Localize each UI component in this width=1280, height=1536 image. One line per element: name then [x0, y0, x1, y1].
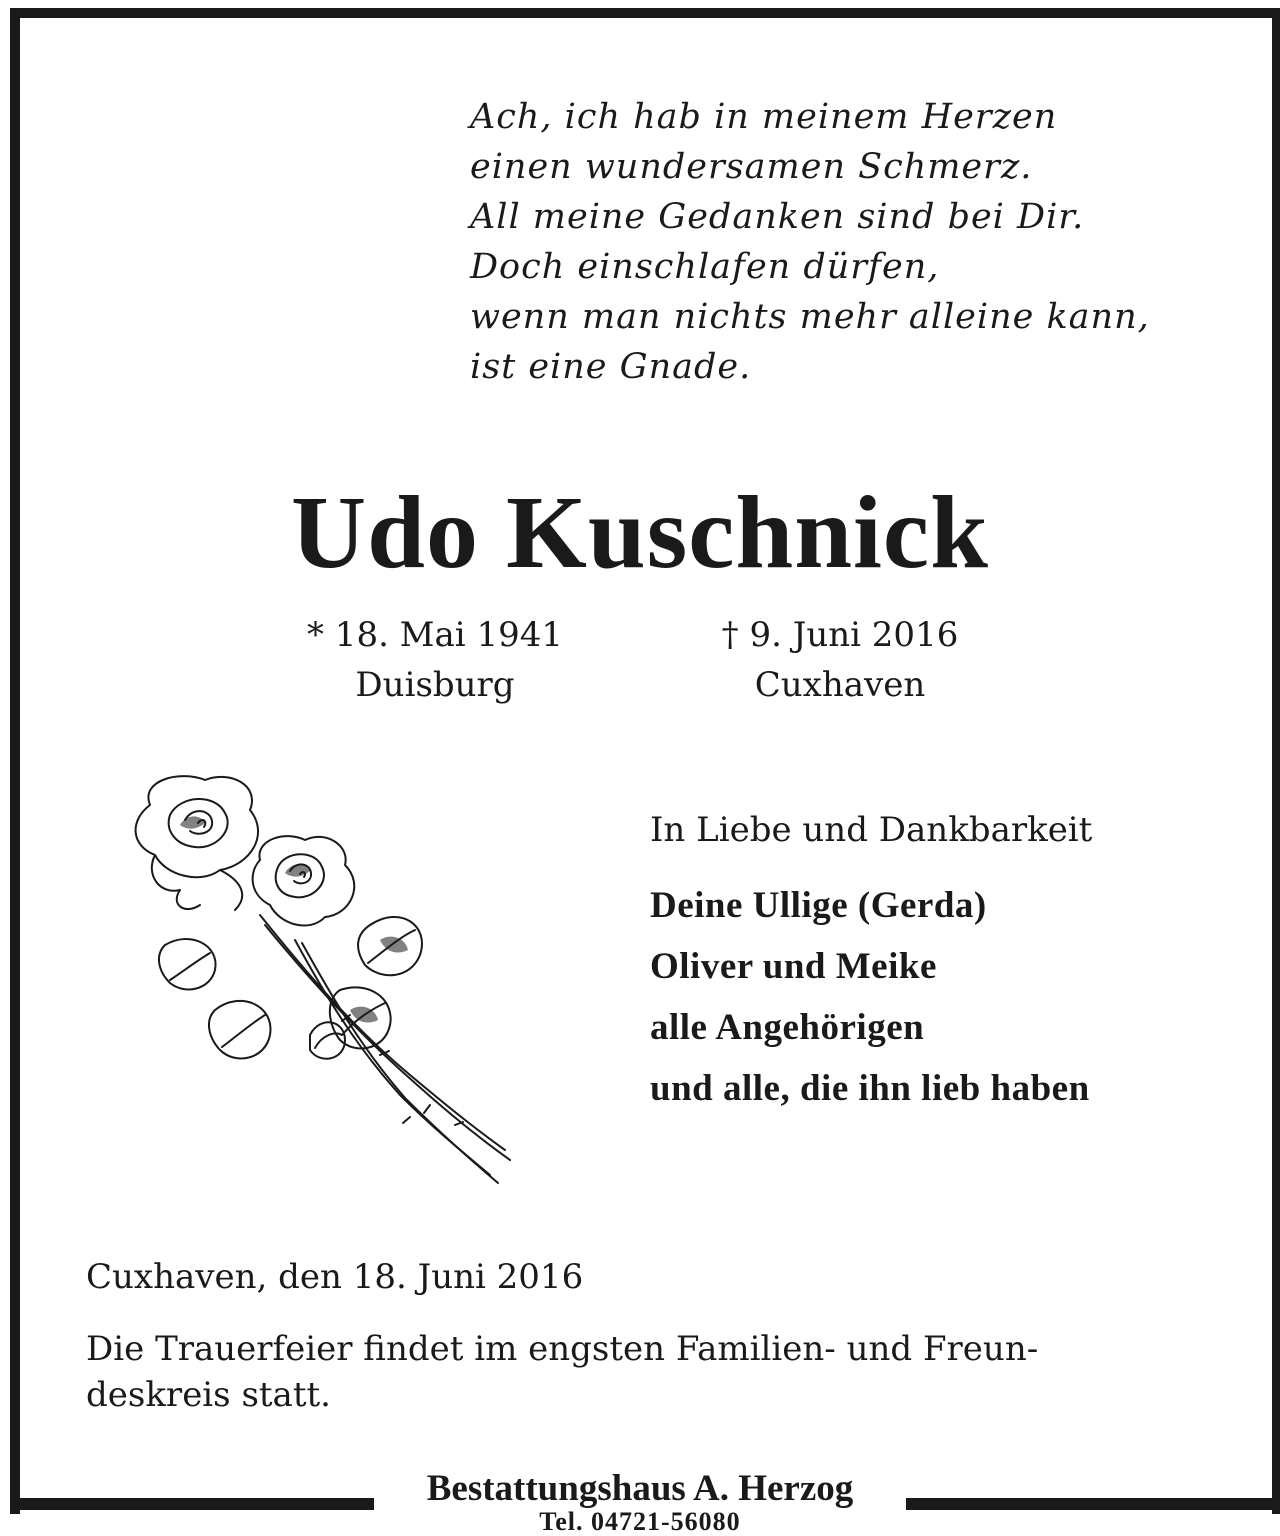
undertaker-phone: Tel. 04721-56080 [539, 1507, 741, 1536]
poem-line: ist eine Gnade. [470, 347, 752, 387]
poem-line: einen wundersamen Schmerz. [470, 147, 1033, 187]
notice-line: Die Trauerfeier findet im engsten Familien- und Freun- [86, 1329, 1039, 1369]
place-and-date: Cuxhaven, den 18. Juni 2016 [86, 1257, 584, 1297]
poem-line: All meine Gedanken sind bei Dir. [470, 197, 1085, 237]
rose-drawing-icon [110, 765, 530, 1195]
birth-date: * 18. Mai 1941 [307, 615, 563, 655]
mourners-list [650, 875, 1092, 1119]
bottom-rule-right [906, 1498, 1272, 1510]
poem-line: Ach, ich hab in meinem Herzen [470, 97, 1058, 137]
undertaker-name: Bestattungshaus A. Herzog [426, 1468, 854, 1509]
death-place: Cuxhaven [754, 665, 926, 705]
memorial-poem [470, 92, 1150, 392]
mourner-name: und alle, die ihn lieb haben [650, 1068, 1090, 1109]
birth-info [290, 610, 580, 710]
notice-line: deskreis statt. [86, 1375, 331, 1415]
funeral-notice [86, 1326, 1038, 1418]
death-date: † 9. Juni 2016 [721, 615, 959, 655]
death-info [700, 610, 980, 710]
poem-line: Doch einschlafen dürfen, [470, 247, 940, 287]
birth-place: Duisburg [355, 665, 515, 705]
poem-line: wenn man nichts mehr alleine kann, [470, 297, 1150, 337]
mourner-name: Oliver und Meike [650, 946, 937, 987]
mourners-section [650, 805, 1092, 1119]
mourner-name: Deine Ullige (Gerda) [650, 885, 987, 926]
deceased-name: Udo Kuschnick [291, 475, 989, 590]
mourners-intro: In Liebe und Dankbarkeit [650, 810, 1093, 850]
bottom-rule-left [10, 1498, 374, 1510]
mourner-name: alle Angehörigen [650, 1007, 925, 1048]
